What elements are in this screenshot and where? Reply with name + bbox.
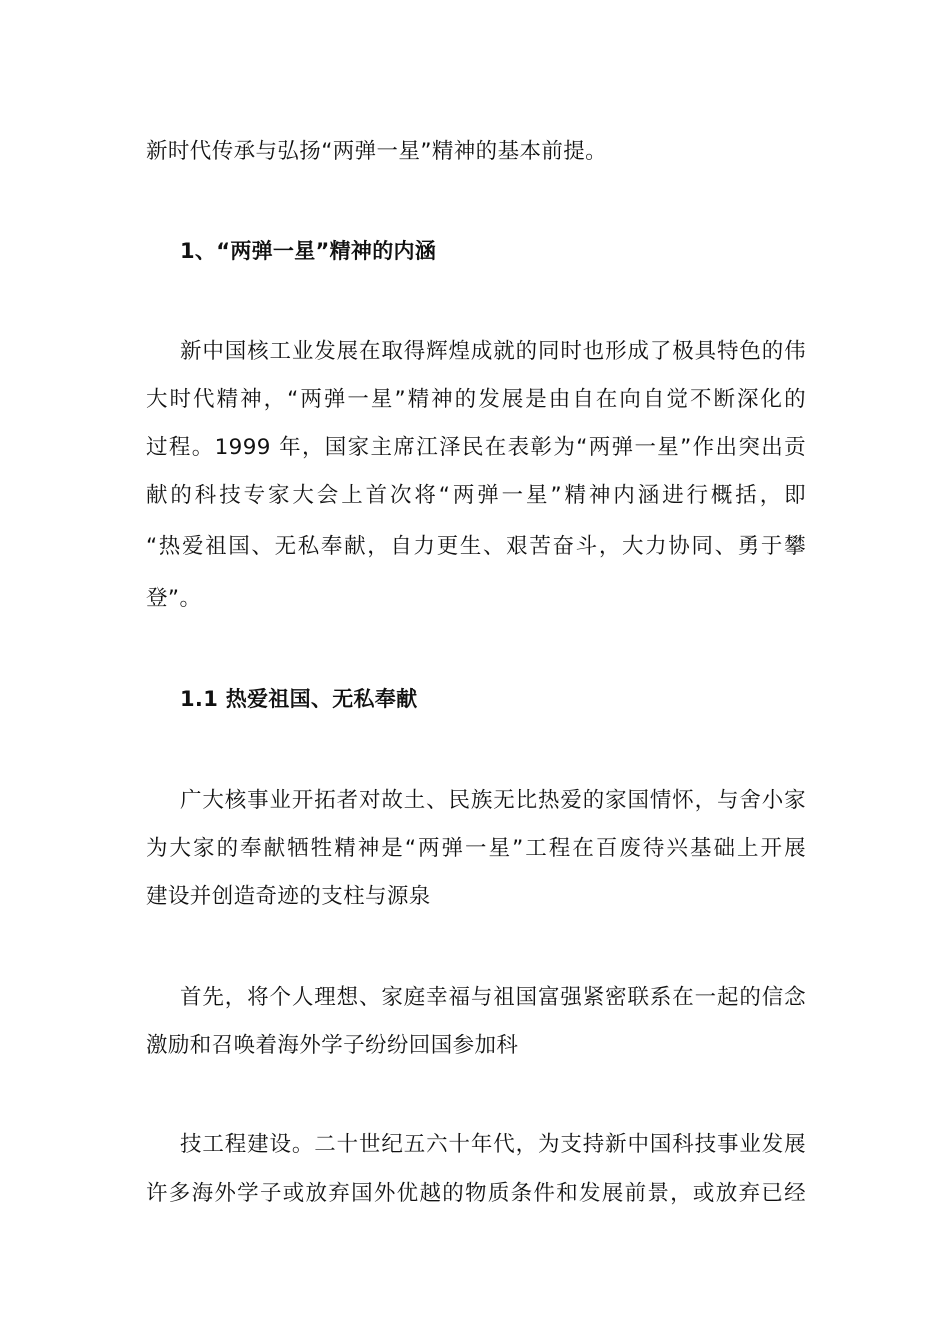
paragraph-line: 登”。 (146, 586, 202, 611)
paragraph-line: “热爱祖国、无私奉献，自力更生、艰苦奋斗，大力协同、勇于攀 (146, 534, 806, 559)
paragraph-line: 过程。1999 年，国家主席江泽民在表彰为“两弹一星”作出突出贡 (146, 435, 806, 460)
paragraph-line: 新时代传承与弘扬“两弹一星”精神的基本前提。 (146, 139, 608, 164)
paragraph-line: 技工程建设。二十世纪五六十年代，为支持新中国科技事业发展 (180, 1132, 806, 1157)
paragraph-line: 建设并创造奇迹的支柱与源泉 (146, 884, 431, 909)
paragraph-line: 为大家的奉献牺牲精神是“两弹一星”工程在百废待兴基础上开展 (146, 836, 806, 861)
paragraph-line: 激励和召唤着海外学子纷纷回国参加科 (146, 1033, 519, 1058)
paragraph-line: 献的科技专家大会上首次将“两弹一星”精神内涵进行概括，即 (146, 483, 806, 508)
paragraph-line: 大时代精神，“两弹一星”精神的发展是由自在向自觉不断深化的 (146, 387, 806, 412)
paragraph-line: 新中国核工业发展在取得辉煌成就的同时也形成了极具特色的伟 (180, 339, 806, 364)
paragraph-line: 广大核事业开拓者对故土、民族无比热爱的家国情怀，与舍小家 (180, 788, 806, 813)
paragraph-line: 首先，将个人理想、家庭幸福与祖国富强紧密联系在一起的信念 (180, 985, 806, 1010)
section-heading: 1、“两弹一星”精神的内涵 (180, 239, 437, 263)
paragraph-line: 许多海外学子或放弃国外优越的物质条件和发展前景，或放弃已经 (146, 1181, 806, 1206)
subsection-heading: 1.1 热爱祖国、无私奉献 (180, 687, 418, 711)
